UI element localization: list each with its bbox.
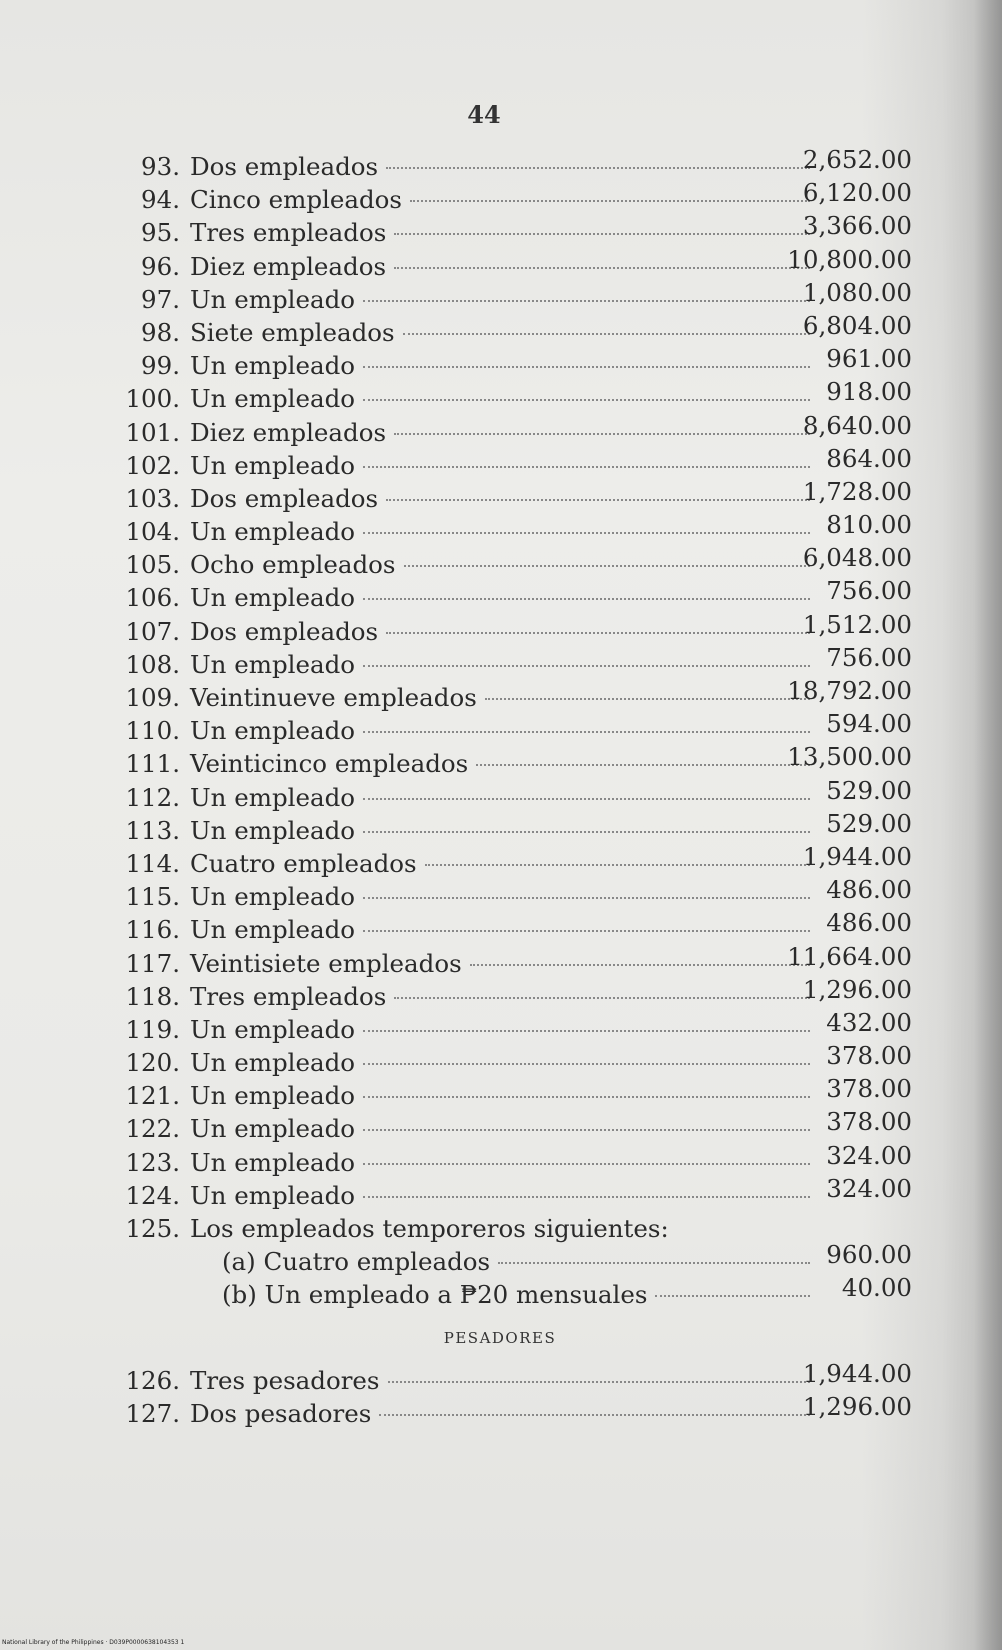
item-number: 119.	[125, 1014, 180, 1044]
item-label	[190, 1112, 810, 1145]
footer-credit: National Library of the Philippines · D039P0000638104353 1	[2, 1639, 185, 1646]
item-amount: 324.00	[826, 1173, 912, 1203]
dot-leader	[363, 598, 810, 600]
dot-leader	[363, 532, 810, 534]
item-label-text: Cinco empleados	[190, 185, 402, 215]
item-label-text: Un empleado	[190, 915, 356, 945]
item-label	[190, 1079, 810, 1112]
item-label	[190, 714, 810, 747]
dot-leader	[363, 731, 810, 733]
item-number: 98.	[141, 317, 180, 347]
item-amount: 960.00	[826, 1240, 912, 1270]
item-label-text: Ocho empleados	[190, 550, 396, 580]
page-number: 44	[467, 100, 501, 129]
item-label-text: Un empleado	[190, 1048, 356, 1078]
dot-leader	[363, 897, 810, 899]
dot-leader	[394, 433, 810, 435]
dot-leader	[363, 1096, 810, 1098]
item-label-text: Dos pesadores	[190, 1398, 372, 1428]
item-amount: 918.00	[826, 377, 912, 407]
dot-leader	[363, 1030, 810, 1032]
item-label-text: Siete empleados	[190, 317, 395, 347]
item-amount: 40.00	[841, 1273, 912, 1303]
item-label-text: Un empleado	[190, 1147, 356, 1177]
item-label-text: Tres empleados	[190, 218, 387, 248]
appropriation-list	[112, 145, 912, 1430]
item-number: 97.	[141, 284, 180, 314]
item-label	[190, 183, 810, 216]
item-number: 93.	[141, 152, 180, 181]
item-label-text: Un empleado	[190, 517, 356, 547]
dot-leader	[394, 233, 810, 235]
item-amount: 13,500.00	[787, 742, 912, 772]
item-label-text: Diez empleados	[190, 417, 387, 447]
item-number: 115.	[125, 882, 180, 912]
item-number: 125.	[125, 1214, 180, 1243]
item-label-text: Un empleado	[190, 815, 356, 845]
item-number: 121.	[125, 1081, 180, 1111]
dot-leader	[410, 200, 810, 202]
item-label-text: Tres pesadores	[190, 1365, 380, 1395]
item-label	[190, 216, 810, 249]
item-label	[190, 1013, 810, 1046]
item-number: 114.	[125, 848, 180, 878]
dot-leader	[379, 1414, 810, 1416]
item-label	[190, 814, 810, 847]
dot-leader	[363, 366, 810, 368]
sub-item-label	[222, 1245, 810, 1278]
dot-leader	[363, 1196, 810, 1198]
item-amount: 8,640.00	[802, 410, 912, 440]
item-label	[190, 1364, 810, 1397]
item-label-text: Un empleado	[190, 1114, 356, 1144]
item-label-text: Un empleado	[190, 1014, 356, 1044]
item-label	[190, 880, 810, 913]
dot-leader	[363, 798, 810, 800]
sub-item-label	[222, 1278, 810, 1311]
dot-leader	[388, 1381, 811, 1383]
item-label-text: Un empleado	[190, 716, 356, 746]
dot-leader	[363, 466, 810, 468]
item-number: 105.	[125, 550, 180, 580]
item-label	[190, 1146, 810, 1179]
item-label	[190, 449, 810, 482]
item-label-text: Veinticinco empleados	[190, 749, 469, 779]
item-number: 95.	[141, 218, 180, 248]
item-number: 124.	[125, 1180, 180, 1210]
item-label-text: Un empleado	[190, 384, 356, 414]
item-amount: 10,800.00	[787, 244, 912, 274]
item-number: 99.	[141, 351, 180, 381]
item-amount: 1,728.00	[802, 476, 912, 506]
item-label	[190, 1212, 810, 1245]
dot-leader	[386, 167, 810, 169]
item-label	[190, 382, 810, 415]
dot-leader	[394, 267, 810, 269]
item-label	[190, 681, 810, 714]
item-label-text: Un empleado	[190, 882, 356, 912]
item-amount: 961.00	[826, 344, 912, 374]
item-amount: 810.00	[826, 510, 912, 540]
item-label-text: Dos empleados	[190, 483, 379, 513]
item-label	[190, 581, 810, 614]
section-heading: PESADORES	[443, 1328, 557, 1347]
dot-leader	[363, 300, 810, 302]
item-number: 123.	[125, 1147, 180, 1177]
item-label-text: Tres empleados	[190, 981, 387, 1011]
item-amount: 432.00	[826, 1007, 912, 1037]
item-amount: 1,296.00	[802, 1391, 912, 1421]
item-number: 104.	[125, 517, 180, 547]
item-label	[190, 283, 810, 316]
item-amount: 756.00	[826, 576, 912, 606]
item-number: 126.	[125, 1365, 180, 1395]
item-label-text: Veintinueve empleados	[190, 683, 477, 712]
item-label	[190, 847, 810, 880]
item-label	[190, 648, 810, 681]
item-number: 116.	[125, 915, 180, 945]
item-label	[190, 913, 810, 946]
item-amount: 1,512.00	[802, 609, 912, 639]
item-label-text: Un empleado	[190, 583, 356, 613]
page-edge-shadow	[974, 0, 1002, 1650]
item-amount: 1,080.00	[802, 277, 912, 307]
table-row	[112, 1173, 912, 1212]
item-amount: 529.00	[826, 808, 912, 838]
item-number: 120.	[125, 1048, 180, 1078]
item-number: 113.	[125, 815, 180, 845]
item-number: 122.	[125, 1114, 180, 1144]
item-amount: 3,366.00	[802, 211, 912, 241]
item-label	[190, 615, 810, 648]
item-label	[190, 250, 810, 283]
item-label-text: Un empleado	[190, 284, 356, 314]
item-amount: 378.00	[826, 1041, 912, 1071]
item-amount: 378.00	[826, 1107, 912, 1137]
item-amount: 1,944.00	[802, 841, 912, 871]
sub-item-label-text: (a) Cuatro empleados	[222, 1247, 491, 1277]
dot-leader	[363, 831, 810, 833]
item-label-text: Un empleado	[190, 1180, 356, 1210]
item-number: 101.	[125, 417, 180, 447]
item-label	[190, 1397, 810, 1430]
item-label	[190, 349, 810, 382]
item-label	[190, 947, 810, 980]
dot-leader	[363, 665, 810, 667]
item-label	[190, 747, 810, 780]
item-label-text: Un empleado	[190, 649, 356, 679]
table-row	[112, 1391, 912, 1430]
item-label-text: Cuatro empleados	[190, 848, 417, 878]
item-label	[190, 416, 810, 449]
item-amount: 486.00	[826, 875, 912, 905]
item-amount: 324.00	[826, 1140, 912, 1170]
item-label-text: Un empleado	[190, 351, 356, 381]
item-amount: 11,664.00	[787, 941, 912, 971]
item-amount: 864.00	[826, 443, 912, 473]
item-amount: 594.00	[826, 709, 912, 739]
item-amount: 6,804.00	[802, 310, 912, 340]
dot-leader	[363, 930, 810, 932]
pesadores-container	[112, 1358, 912, 1430]
item-label-text: Diez empleados	[190, 251, 387, 281]
item-amount: 756.00	[826, 642, 912, 672]
dot-leader	[363, 1129, 810, 1131]
item-number: 109.	[125, 683, 180, 712]
item-label-text: Los empleados temporeros siguientes:	[190, 1214, 669, 1243]
item-amount: 486.00	[826, 908, 912, 938]
item-label-text: Dos empleados	[190, 616, 379, 646]
item-number: 110.	[125, 716, 180, 746]
item-label-text: Dos empleados	[190, 152, 379, 181]
item-label	[190, 1179, 810, 1212]
item-amount: 6,120.00	[802, 178, 912, 208]
item-amount: 1,296.00	[802, 974, 912, 1004]
item-label	[190, 482, 810, 515]
sub-item-label-text: (b) Un empleado a ₱20 mensuales	[222, 1280, 648, 1310]
item-label	[190, 1046, 810, 1079]
item-label	[190, 316, 810, 349]
item-label-text: Un empleado	[190, 450, 356, 480]
dot-leader	[386, 499, 810, 501]
item-number: 96.	[141, 251, 180, 281]
item-amount: 378.00	[826, 1074, 912, 1104]
item-number: 102.	[125, 450, 180, 480]
item-number: 100.	[125, 384, 180, 414]
item-number: 127.	[125, 1398, 180, 1428]
dot-leader	[363, 399, 810, 401]
dot-leader	[403, 333, 810, 335]
dot-leader	[404, 565, 811, 567]
item-number: 106.	[125, 583, 180, 613]
item-label	[190, 781, 810, 814]
item-label	[190, 980, 810, 1013]
item-number: 111.	[125, 749, 180, 779]
item-number: 112.	[125, 782, 180, 812]
item-label-text: Veintisiete empleados	[190, 948, 462, 978]
item-amount: 2,652.00	[802, 145, 912, 174]
dot-leader	[386, 632, 810, 634]
item-amount: 6,048.00	[802, 543, 912, 573]
item-number: 108.	[125, 649, 180, 679]
dot-leader	[394, 997, 810, 999]
item-label-text: Un empleado	[190, 1081, 356, 1111]
item-number: 118.	[125, 981, 180, 1011]
dot-leader	[363, 1163, 810, 1165]
item-label	[190, 515, 810, 548]
sub-item-b	[112, 1273, 912, 1311]
item-number: 103.	[125, 483, 180, 513]
item-number: 94.	[141, 185, 180, 215]
item-label	[190, 548, 810, 581]
item-amount: 1,944.00	[802, 1358, 912, 1388]
item-number: 107.	[125, 616, 180, 646]
item-number: 117.	[125, 948, 180, 978]
dot-leader	[363, 1063, 810, 1065]
items-container	[112, 145, 912, 1212]
item-label-text: Un empleado	[190, 782, 356, 812]
item-amount: 18,792.00	[787, 676, 912, 705]
item-amount: 529.00	[826, 775, 912, 805]
item-label	[190, 150, 810, 183]
